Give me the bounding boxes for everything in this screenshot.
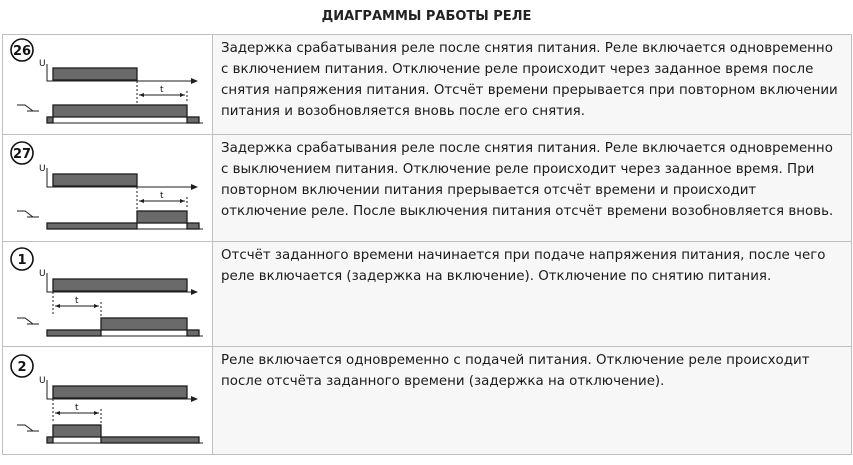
code-badge-label: 2 <box>17 360 27 375</box>
time-label: t <box>75 296 79 306</box>
voltage-label: U <box>39 164 46 174</box>
relay-state-off <box>187 330 199 336</box>
time-label: t <box>160 85 164 95</box>
axis-arrow-icon <box>191 78 198 84</box>
code-badge-label: 26 <box>12 44 32 59</box>
timing-diagram <box>3 135 213 241</box>
row-description: Отсчёт заданного времени начинается при подаче напряжения питания, после чего реле включается (задержка на включение). Отключение по снятию питания. <box>213 242 852 346</box>
supply-pulse <box>53 174 137 186</box>
timing-diagram <box>3 35 213 134</box>
relay-state-off <box>187 223 199 229</box>
relay-state-off <box>47 437 53 443</box>
code-badge-icon <box>11 39 33 61</box>
table-row <box>3 242 852 347</box>
relay-contact-icon <box>17 105 39 111</box>
timing-diagram <box>3 242 213 346</box>
supply-pulse <box>53 279 187 291</box>
voltage-label: U <box>39 269 46 279</box>
row-description: Задержка срабатывания реле после снятия питания. Реле включается одновременно с выключением питания. Отключение реле происходит через заданное время. При повторном включении питания прерывается отсчёт времени и происходит отключение реле. После выключения питания отсчёт времени возобновляется вновь. <box>213 135 852 241</box>
row-description: Реле включается одновременно с подачей питания. Отключение реле происходит после отсчёта заданного времени (задержка на отключение). <box>213 347 852 454</box>
code-badge-label: 27 <box>12 147 32 162</box>
page-title: ДИАГРАММЫ РАБОТЫ РЕЛЕ <box>321 9 532 24</box>
relay-state-off <box>47 117 53 123</box>
relay-state-on <box>53 105 187 117</box>
table-row <box>3 135 852 242</box>
code-badge-icon <box>11 142 33 164</box>
timing-diagram-svg <box>3 347 212 454</box>
timing-diagram-svg <box>3 135 212 241</box>
code-badge-icon <box>11 355 33 377</box>
timing-diagram-svg <box>3 242 212 346</box>
timing-diagram-svg <box>3 35 212 134</box>
voltage-label: U <box>39 376 46 386</box>
relay-contact-icon <box>17 211 39 217</box>
time-label: t <box>160 191 164 201</box>
relay-state-on <box>101 318 187 330</box>
table-row <box>3 35 852 135</box>
relay-state-off <box>47 223 137 229</box>
time-label: t <box>75 403 79 413</box>
voltage-label: U <box>39 59 46 69</box>
relay-state-on <box>137 211 187 223</box>
relay-state-off <box>47 330 101 336</box>
relay-state-off <box>101 437 199 443</box>
axis-arrow-icon <box>191 184 198 190</box>
relay-state-off <box>187 117 199 123</box>
axis-arrow-icon <box>191 396 198 402</box>
relay-contact-icon <box>17 318 39 324</box>
relay-state-on <box>53 425 101 437</box>
relay-diagram-table <box>2 34 852 455</box>
code-badge-label: 1 <box>17 253 27 268</box>
axis-arrow-icon <box>191 289 198 295</box>
row-description: Задержка срабатывания реле после снятия питания. Реле включается одновременно с включением питания. Отключение реле происходит через заданное время после снятия напряжения питания. Отсчёт времени прерывается при повторном включении питания и возобновляется вновь после его снятия. <box>213 35 852 134</box>
table-row <box>3 347 852 455</box>
relay-contact-icon <box>17 425 39 431</box>
code-badge-icon <box>11 248 33 270</box>
timing-diagram <box>3 347 213 454</box>
supply-pulse <box>53 386 187 398</box>
supply-pulse <box>53 68 137 80</box>
